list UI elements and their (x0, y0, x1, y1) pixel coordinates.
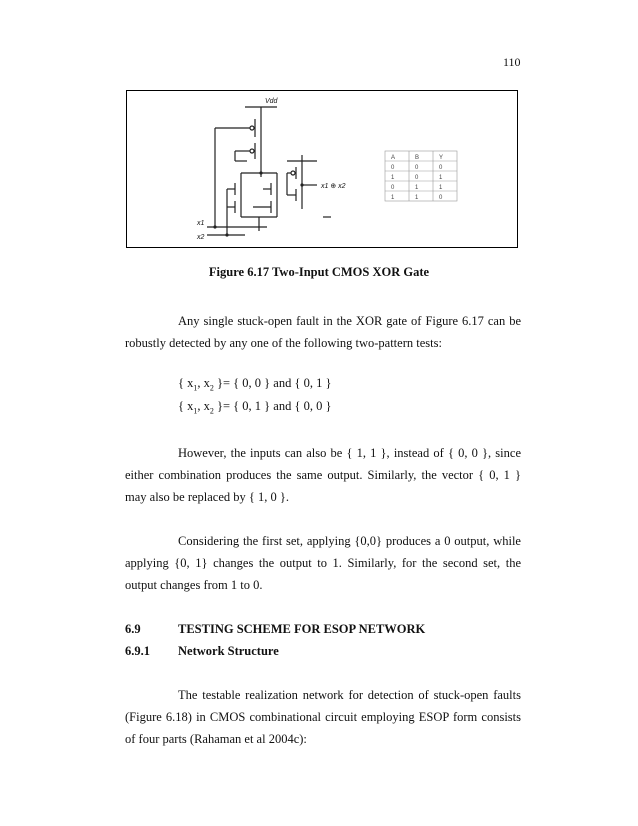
cmos-xor-schematic (127, 91, 519, 249)
tt-cell: 0 (439, 195, 443, 201)
x1-label: x1 (197, 220, 205, 227)
paragraph-2: However, the inputs can also be { 1, 1 }, instead of { 0, 0 }, since either combination produces the same output. Similarly, the vector { 0, 1 } may also be replaced by { 1, 0 }. (125, 446, 521, 504)
equation-1: { $x_1$, $x_2$ }= { 0, 0 } and { 0, 1 } (178, 376, 332, 393)
section-number: 6.9 (125, 622, 141, 636)
tt-cell: 1 (439, 175, 443, 181)
equation-2: { $x_1$, $x_2$ }= { 0, 1 } and { 0, 0 } (178, 399, 332, 416)
tt-cell: 1 (415, 195, 419, 201)
subsection-title: Network Structure (178, 644, 279, 658)
paragraph-4: The testable realization network for detection of stuck-open faults (Figure 6.18) in CMOS combinational circuit employing ESOP form consists of four parts (Rahaman et al 2004c): (125, 688, 521, 746)
x2-label: x2 (197, 234, 205, 241)
section-title: TESTING SCHEME FOR ESOP NETWORK (178, 622, 426, 636)
page-number: 110 (503, 55, 521, 69)
tt-cell: 0 (391, 165, 395, 171)
tt-header-a: A (391, 155, 396, 161)
figure-box (126, 90, 518, 248)
subsection-number: 6.9.1 (125, 644, 150, 658)
paragraph-1: Any single stuck-open fault in the XOR gate of Figure 6.17 can be robustly detected by any one of the following two-pattern tests: (125, 314, 521, 350)
output-label: x1 ⊕ x2 (321, 183, 346, 190)
tt-cell: 0 (439, 165, 443, 171)
tt-cell: 1 (391, 195, 395, 201)
tt-cell: 1 (415, 185, 419, 191)
vdd-label: Vdd (265, 98, 278, 105)
tt-cell: 0 (391, 185, 395, 191)
tt-header-y: Y (439, 155, 444, 161)
tt-cell: 0 (415, 165, 419, 171)
paragraph-3: Considering the first set, applying {0,0} produces a 0 output, while applying {0, 1} changes the output to 1. Similarly, for the second set, the output changes from 1 to 0. (125, 534, 521, 592)
tt-cell: 0 (415, 175, 419, 181)
truth-table (385, 151, 457, 201)
figure-caption: Figure 6.17 Two-Input CMOS XOR Gate (208, 265, 430, 279)
tt-cell: 1 (439, 185, 443, 191)
tt-cell: 1 (391, 175, 395, 181)
tt-header-b: B (415, 155, 420, 161)
